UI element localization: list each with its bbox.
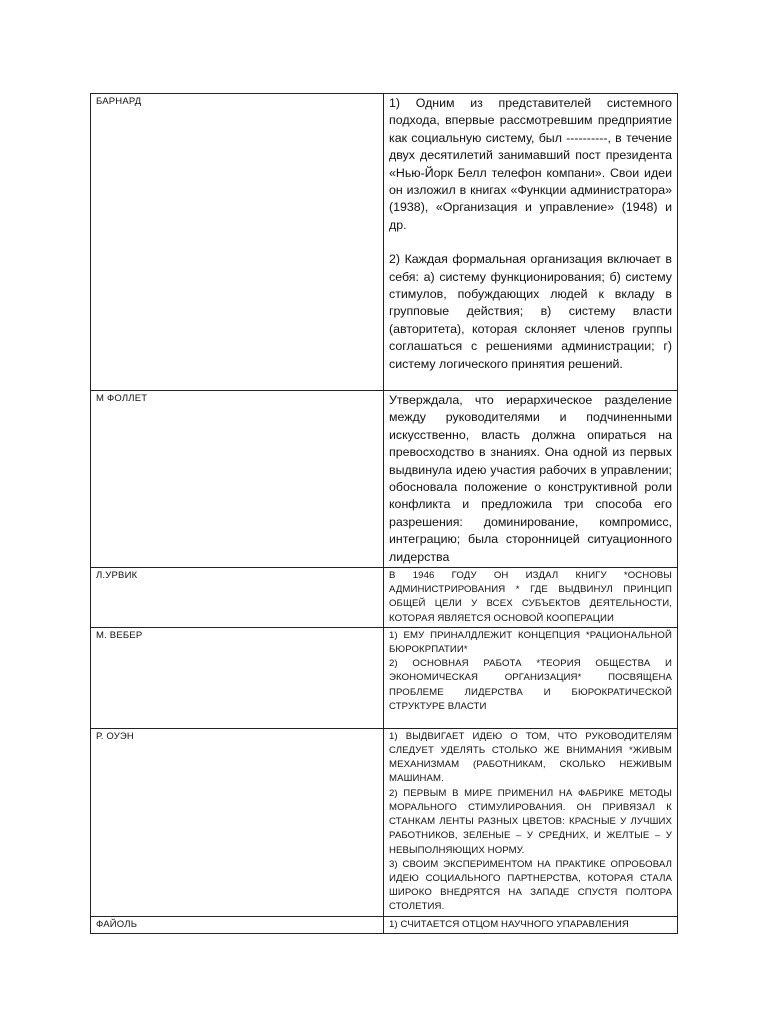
table-row-follet (91, 391, 678, 568)
description-paragraph: 1) ВЫДВИГАЕТ ИДЕЮ О ТОМ, ЧТО РУКОВОДИТЕЛЯМ СЛЕДУЕТ УДЕЛЯТЬ СТОЛЬКО ЖЕ ВНИМАНИЯ *ЖИВЫМ МЕХАНИЗМАМ (РАБОТНИКАМ, СКОЛЬКО НЕЖИВЫМ МАШИНАМ. (389, 730, 672, 785)
table-row-fayol (91, 916, 678, 933)
theorist-name-cell (91, 94, 384, 391)
theorist-name: Л.УРВИК (96, 570, 138, 582)
description-cell (384, 568, 678, 628)
description-cell (384, 728, 678, 916)
description-cell (384, 627, 678, 728)
table-row-veber (91, 627, 678, 728)
theorist-name: ФАЙОЛЬ (96, 918, 138, 930)
theorist-name-cell (91, 916, 384, 933)
description-paragraph: 1) Одним из представителей системного подхода, впервые рассмотревшим предприятие как социальную систему, был ----------, в течение двух десятилетий занимавший пост президента «Нью-Йорк Белл телефон компани». Свои идеи он изложил в книгах «Функции администратора» (1938), «Организация и управление» (1948) и др. (389, 96, 672, 232)
management-theorists-table (90, 93, 678, 934)
theorist-name-cell (91, 627, 384, 728)
theorist-name-cell (91, 391, 384, 568)
description-paragraph: 1) ЕМУ ПРИНАЛДЛЕЖИТ КОНЦЕПЦИЯ *РАЦИОНАЛЬНОЙ БЮРОКРПАТИИ* (389, 629, 672, 656)
description-paragraph: 2) Каждая формальная организация включает в себя: а) систему функционирования; б) систему стимулов, побуждающих людей к вкладу в групповые действия; в) систему власти (авторитета), которая склоняет членов группы соглашаться с решениями администрации; г) систему логического принятия решений. (389, 252, 672, 371)
description-paragraph: 1) СЧИТАЕТСЯ ОТЦОМ НАУЧНОГО УПАРАВЛЕНИЯ (389, 918, 629, 930)
theorist-name: Р. ОУЭН (96, 730, 134, 742)
description-paragraph: 3) СВОИМ ЭКСПЕРИМЕНТОМ НА ПРАКТИКЕ ОПРОБОВАЛ ИДЕЮ СОЦИАЛЬНОГО ПАРТНЕРСТВА, КОТОРАЯ СТАЛА ШИРОКО ВНЕДРЯТСЯ НА ЗАПАДЕ СПУСТЯ ПОЛТОРА СТОЛЕТИЯ. (389, 858, 672, 913)
description-cell (384, 391, 678, 568)
theorist-name: М. ВЕБЕР (96, 629, 143, 641)
description-paragraph: 2) ОСНОВНАЯ РАБОТА *ТЕОРИЯ ОБЩЕСТВА И ЭКОНОМИЧЕСКАЯ ОРГАНИЗАЦИЯ* ПОСВЯЩЕНА ПРОБЛЕМЕ ЛИДЕРСТВА И БЮРОКРАТИЧЕСКОЙ СТРУКТУРЕ ВЛАСТИ (389, 658, 672, 712)
description-paragraph: В 1946 ГОДУ ОН ИЗДАЛ КНИГУ *ОСНОВЫ АДМИНИСТРИРОВАНИЯ * ГДЕ ВЫДВИНУЛ ПРИНЦИП ОБЩЕЙ ЦЕЛИ У ВСЕХ СУБЪЕКТОВ ДЕЯТЕЛЬНОСТИ, КОТОРАЯ ЯВЛЯЕТСЯ ОСНОВОЙ КООПЕРАЦИИ (389, 570, 672, 624)
description-paragraph: 2) ПЕРВЫМ В МИРЕ ПРИМЕНИЛ НА ФАБРИКЕ МЕТОДЫ МОРАЛЬНОГО СТИМУЛИРОВАНИЯ. ОН ПРИВЯЗАЛ К СТАНКАМ ЛЕНТЫ РАЗНЫХ ЦВЕТОВ: КРАСНЫЕ У ЛУЧШИХ РАБОТНИКОВ, ЗЕЛЕНЫЕ – У СРЕДНИХ, И ЖЕЛТЫЕ – У НЕВЫПОЛНЯЮЩИХ НОРМУ. (389, 787, 672, 856)
table-row-urvik (91, 568, 678, 628)
description-cell (384, 94, 678, 391)
description-paragraph: Утверждала, что иерархическое разделение между руководителями и подчиненными искусственно, власть должна опираться на превосходство в знаниях. Она одной из первых выдвинула идею участия рабочих в управлении; обосновала положение о конструктивной роли конфликта и предложила три способа его разрешения: доминирование, компромисс, интеграцию; была сторонницей ситуационного лидерства (389, 393, 672, 564)
theorist-name: М ФОЛЛЕТ (96, 393, 148, 404)
theorist-name-cell (91, 728, 384, 916)
theorist-name: БАРНАРД (96, 96, 142, 107)
table-row-barnard (91, 94, 678, 391)
description-cell (384, 916, 678, 933)
theorist-name-cell (91, 568, 384, 628)
table-row-ouen (91, 728, 678, 916)
